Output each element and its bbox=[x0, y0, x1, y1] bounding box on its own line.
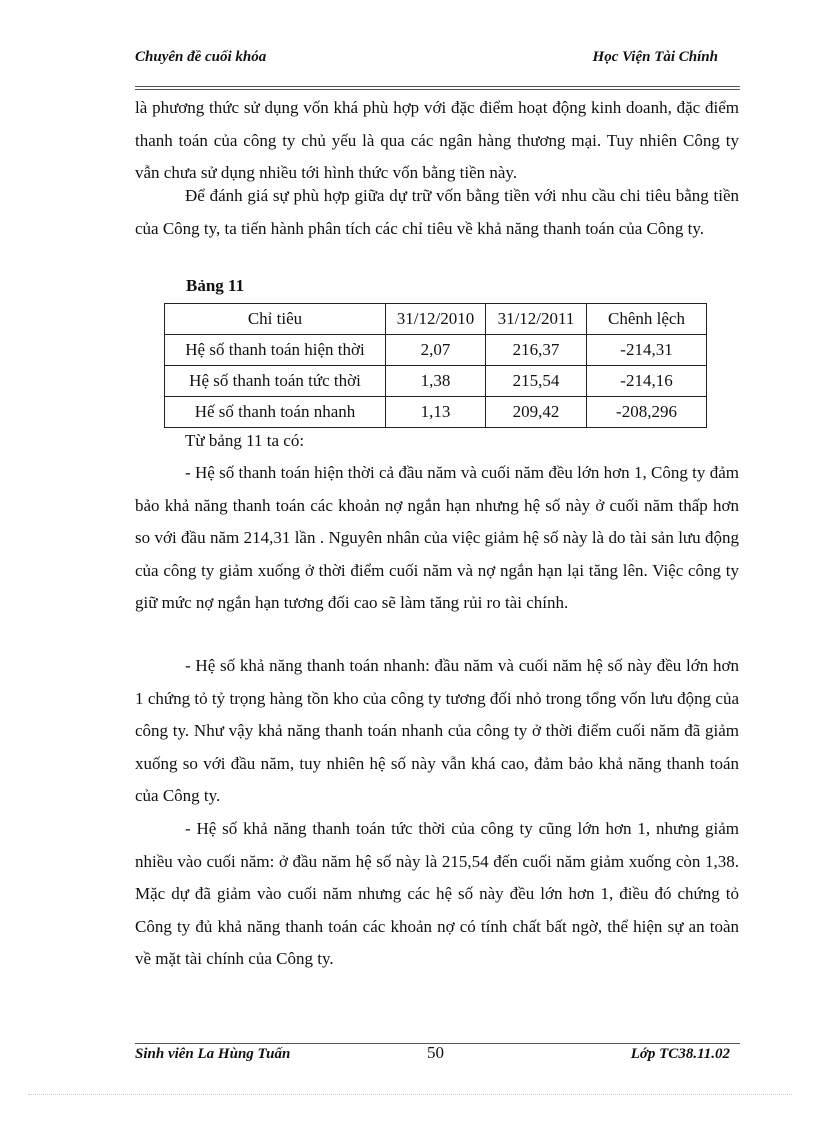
paragraph-continuation: là phương thức sử dụng vốn khá phù hợp với đặc điểm hoạt động kinh doanh, đặc điểm thanh toán của công ty chủ yếu là qua các ngân hàng thương mại. Tuy nhiên Công ty vẫn chưa sử dụng nhiều tới hình thức vốn bằng tiền này. bbox=[135, 98, 739, 183]
table-cell: 209,42 bbox=[486, 397, 587, 428]
footer-student-name: Sinh viên La Hùng Tuấn bbox=[135, 1046, 291, 1062]
paragraph-intro-analysis: Để đánh giá sự phù hợp giữa dự trữ vốn bằng tiền với nhu cầu chi tiêu bằng tiền của Công ty, ta tiến hành phân tích các chỉ tiêu về khả năng thanh toán của Công ty. bbox=[135, 186, 739, 238]
paragraph-current-ratio: - Hệ số thanh toán hiện thời cả đầu năm và cuối năm đều lớn hơn 1, Công ty đảm bảo khả năng thanh toán các khoản nợ ngắn hạn nhưng hệ số này ở cuối năm thấp hơn so với đầu năm 214,31 lần . Nguyên nhân của việc giảm hệ số này là do tài sản lưu động của công ty giảm xuống ở thời điểm cuối năm và nợ ngắn hạn lại tăng lên. Việc công ty giữ mức nợ ngắn hạn tương đối cao sẽ làm tăng rủi ro tài chính. bbox=[135, 463, 739, 613]
table-header-cell: Chỉ tiêu bbox=[165, 304, 386, 335]
table-cell: Hế số thanh toán nhanh bbox=[165, 397, 386, 428]
table-cell: 215,54 bbox=[486, 366, 587, 397]
liquidity-ratio-table bbox=[164, 303, 707, 428]
table-header-cell: 31/12/2011 bbox=[486, 304, 587, 335]
paragraph-quick-ratio: - Hệ số khả năng thanh toán nhanh: đầu năm và cuối năm hệ số này đều lớn hơn 1 chứng tỏ tỷ trọng hàng tồn kho của công ty tương đối nhỏ trong tổng vốn lưu động của công ty. Như vậy khả năng thanh toán nhanh của công ty ở thời điểm cuối năm đã giảm xuống so với đầu năm, tuy nhiên hệ số này vẫn khá cao, đảm bảo khả năng thanh toán của Công ty. bbox=[135, 656, 739, 806]
table-row bbox=[165, 397, 707, 428]
table-label: Bảng 11 bbox=[186, 276, 245, 295]
header-rule-bottom bbox=[135, 89, 740, 90]
paragraph-cash-ratio: - Hệ số khả năng thanh toán tức thời của công ty cũng lớn hơn 1, nhưng giảm nhiều vào cuối năm: ở đầu năm hệ số này là 215,54 đến cuối năm giảm xuống còn 1,38. Mặc dự đã giảm vào cuối năm nhưng các hệ số này đều lớn hơn 1, điều đó chứng tỏ Công ty đủ khả năng thanh toán các khoản nợ có tính chất bất ngờ, thể hiện sự an toàn về mặt tài chính của Công ty. bbox=[135, 819, 739, 969]
table-cell: 1,13 bbox=[386, 397, 486, 428]
table-cell: 2,07 bbox=[386, 335, 486, 366]
footer-class-code: Lớp TC38.11.02 bbox=[630, 1046, 730, 1062]
table-cell: -214,16 bbox=[587, 366, 707, 397]
page-bottom-dotted-border bbox=[28, 1094, 792, 1095]
table-cell: Hệ số thanh toán tức thời bbox=[165, 366, 386, 397]
table-row bbox=[165, 335, 707, 366]
table-cell: -214,31 bbox=[587, 335, 707, 366]
table-header-row bbox=[165, 304, 707, 335]
header-rule-top bbox=[135, 86, 740, 87]
header-institution: Học Viện Tài Chính bbox=[592, 49, 718, 65]
table-cell: -208,296 bbox=[587, 397, 707, 428]
table-cell: Hệ số thanh toán hiện thời bbox=[165, 335, 386, 366]
table-row bbox=[165, 366, 707, 397]
header-course-title: Chuyên đề cuối khóa bbox=[135, 49, 267, 65]
table-header-cell: Chênh lệch bbox=[587, 304, 707, 335]
table-header-cell: 31/12/2010 bbox=[386, 304, 486, 335]
table-cell: 1,38 bbox=[386, 366, 486, 397]
page-number: 50 bbox=[427, 1043, 444, 1062]
table-cell: 216,37 bbox=[486, 335, 587, 366]
paragraph-table-intro: Từ bảng 11 ta có: bbox=[185, 431, 305, 450]
